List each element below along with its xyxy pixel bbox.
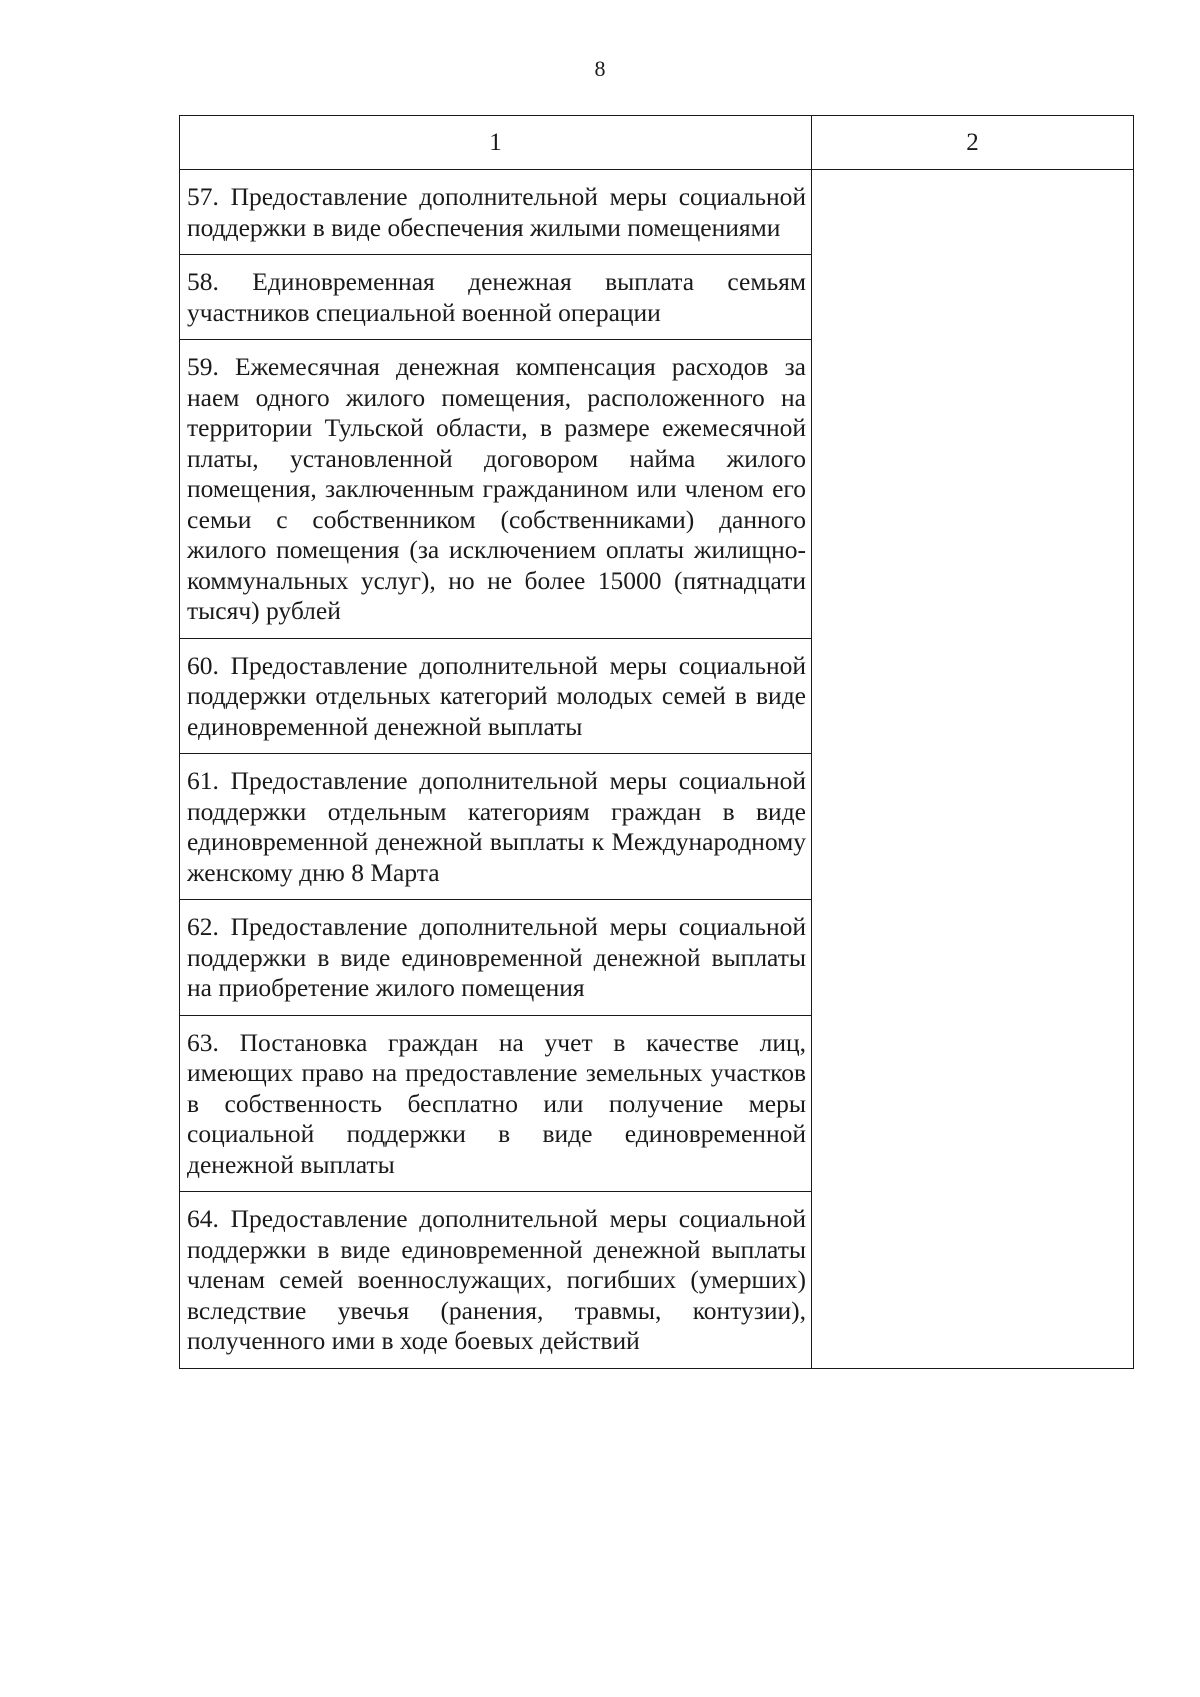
page-number: 8	[594, 56, 606, 81]
column-header-1: 1	[180, 116, 812, 170]
table-row-item-64: 64. Предоставление дополнительной меры социальной поддержки в виде единовременной денежной выплаты членам семей военнослужащих, погибших (умерших) вследствие увечья (ранения, травмы, контузии), полученного ими в ходе боевых действий	[180, 1192, 812, 1369]
table-row-item-58: 58. Единовременная денежная выплата семьям участников специальной военной операции	[180, 255, 812, 340]
column-header-2: 2	[812, 116, 1134, 170]
table-row-item-57: 57. Предоставление дополнительной меры социальной поддержки в виде обеспечения жилыми помещениями	[180, 170, 812, 255]
table-row-item-62: 62. Предоставление дополнительной меры социальной поддержки в виде единовременной денежной выплаты на приобретение жилого помещения	[180, 900, 812, 1016]
table-row	[180, 170, 1134, 255]
table-row-item-61: 61. Предоставление дополнительной меры социальной поддержки отдельным категориям граждан в виде единовременной денежной выплаты к Международному женскому дню 8 Марта	[180, 754, 812, 900]
table-row-item-60: 60. Предоставление дополнительной меры социальной поддержки отдельных категорий молодых семей в виде единовременной денежной выплаты	[180, 638, 812, 754]
table-header-row	[180, 116, 1134, 170]
services-table	[179, 115, 1134, 1369]
table-row-item-59: 59. Ежемесячная денежная компенсация расходов за наем одного жилого помещения, расположенного на территории Тульской области, в размере ежемесячной платы, установленной договором найма жилого помещения, заключенным гражданином или членом его семьи с собственником (собственниками) данного жилого помещения (за исключением оплаты жилищно-коммунальных услуг), но не более 15000 (пятнадцати тысяч) рублей	[180, 340, 812, 639]
table-row-item-63: 63. Постановка граждан на учет в качестве лиц, имеющих право на предоставление земельных участков в собственность бесплатно или получение меры социальной поддержки в виде единовременной денежной выплаты	[180, 1015, 812, 1192]
column-2-cell	[812, 170, 1134, 1369]
